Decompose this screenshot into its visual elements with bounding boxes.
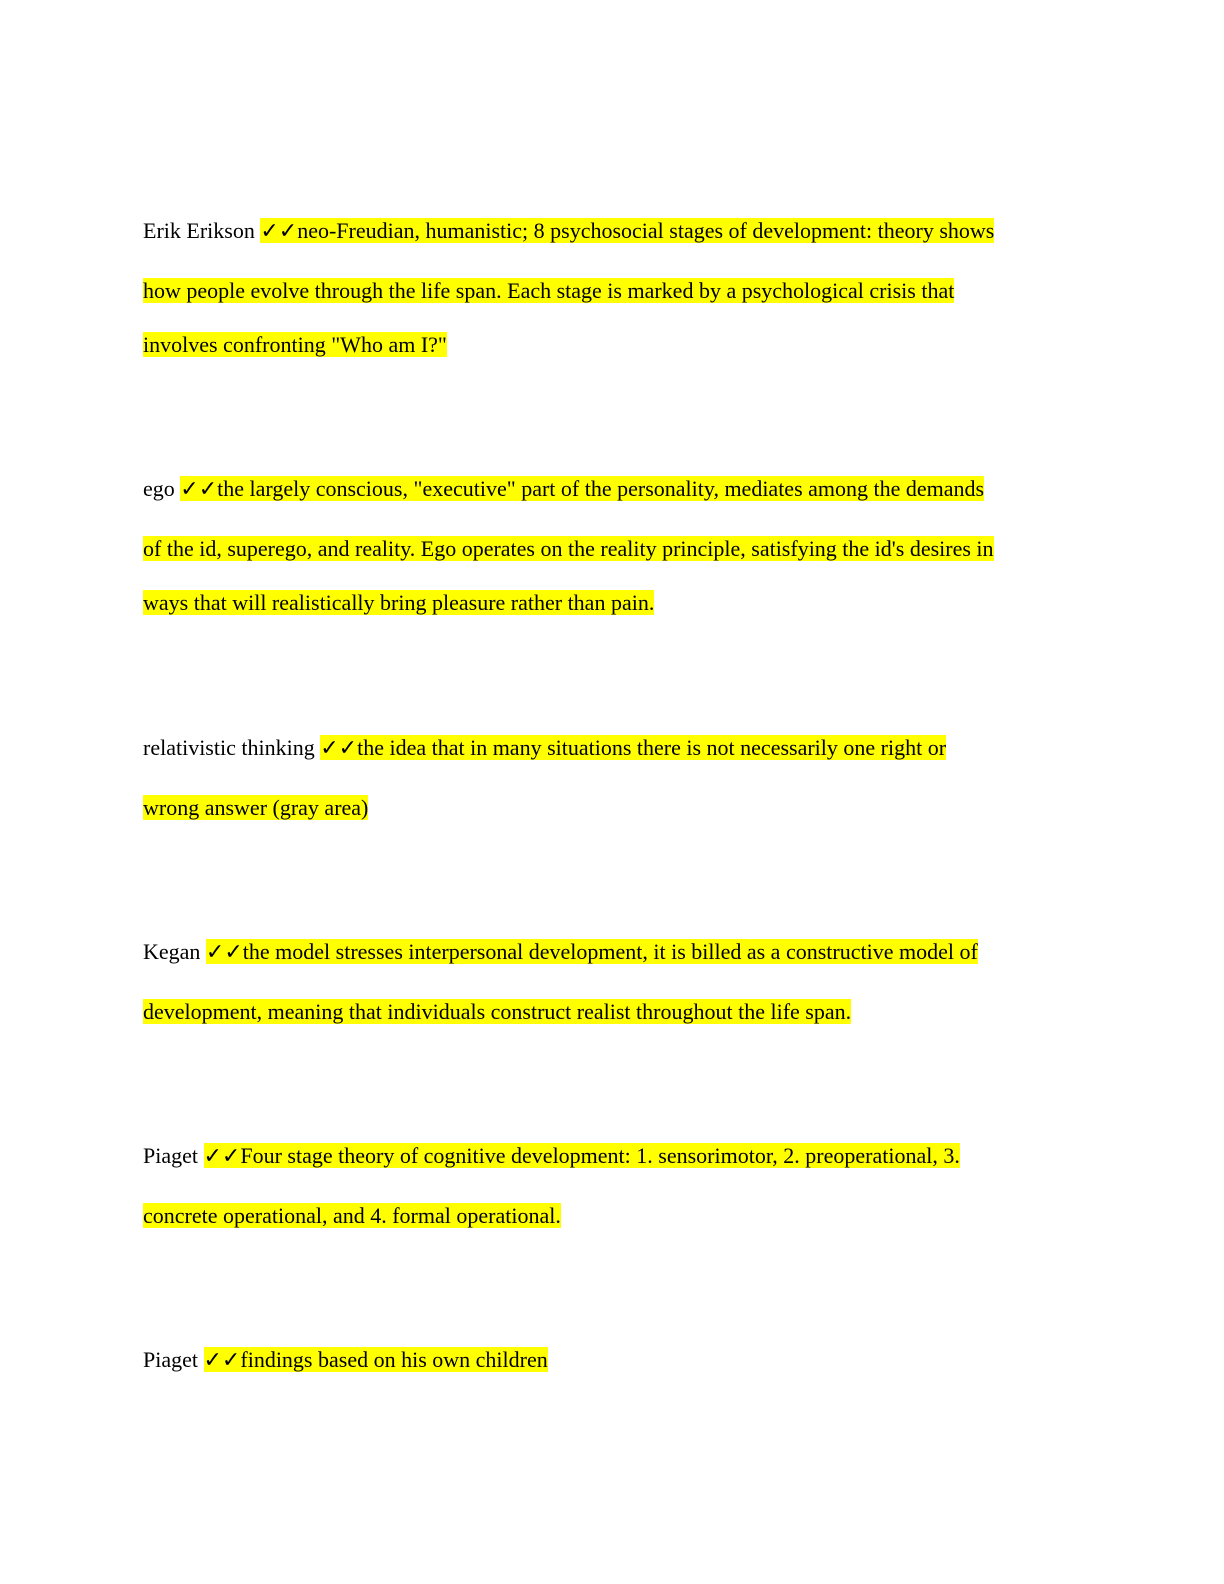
definition-highlight [204,1347,548,1372]
term: ego [143,476,175,501]
definition-text: findings based on his own children [240,1347,548,1372]
entry-line [143,995,851,1029]
entry-line [143,214,994,248]
definition-highlight [320,735,946,760]
double-check-icon: ✓✓ [203,1348,241,1373]
entry-line [143,935,978,969]
entry-line [143,1139,960,1173]
definition-text: how people evolve through the life span. Each stage is marked by a psychological crisis that [143,278,955,303]
definition-highlight [204,1143,960,1168]
double-check-icon: ✓✓ [180,477,218,502]
entry-line [143,472,984,506]
definition-text: wrong answer (gray area) [143,795,369,820]
term: relativistic thinking [143,735,315,760]
double-check-icon: ✓✓ [320,736,358,761]
double-check-icon: ✓✓ [205,940,243,965]
definition-text: Four stage theory of cognitive development: 1. sensorimotor, 2. preoperational, 3. [240,1143,960,1168]
definition-text: involves confronting "Who am I?" [143,332,447,357]
definition-highlight [260,218,994,243]
term: Kegan [143,939,201,964]
definition-text: neo-Freudian, humanistic; 8 psychosocial stages of development: theory shows [297,218,995,243]
term: Piaget [143,1347,198,1372]
definition-text: ways that will realistically bring pleasure rather than pain. [143,590,655,615]
entry-line [143,731,946,765]
entry-line [143,791,368,825]
entry-line [143,1199,561,1233]
entry-line [143,532,994,566]
term: Erik Erikson [143,218,255,243]
definition-text: of the id, superego, and reality. Ego operates on the reality principle, satisfying the id's desires in [143,536,994,561]
definition-text: the largely conscious, "executive" part of the personality, mediates among the demands [217,476,985,501]
double-check-icon: ✓✓ [203,1144,241,1169]
entry-line [143,328,447,362]
definition-text: development, meaning that individuals construct realist throughout the life span. [143,999,852,1024]
definition-highlight [206,939,978,964]
definition-text: the model stresses interpersonal development, it is billed as a constructive model of [242,939,978,964]
term: Piaget [143,1143,198,1168]
double-check-icon: ✓✓ [260,219,298,244]
entry-line [143,1343,548,1377]
definition-text: concrete operational, and 4. formal operational. [143,1203,561,1228]
definition-highlight [180,476,984,501]
entry-line [143,586,654,620]
definition-text: the idea that in many situations there is not necessarily one right or [357,735,947,760]
entry-line [143,274,954,308]
